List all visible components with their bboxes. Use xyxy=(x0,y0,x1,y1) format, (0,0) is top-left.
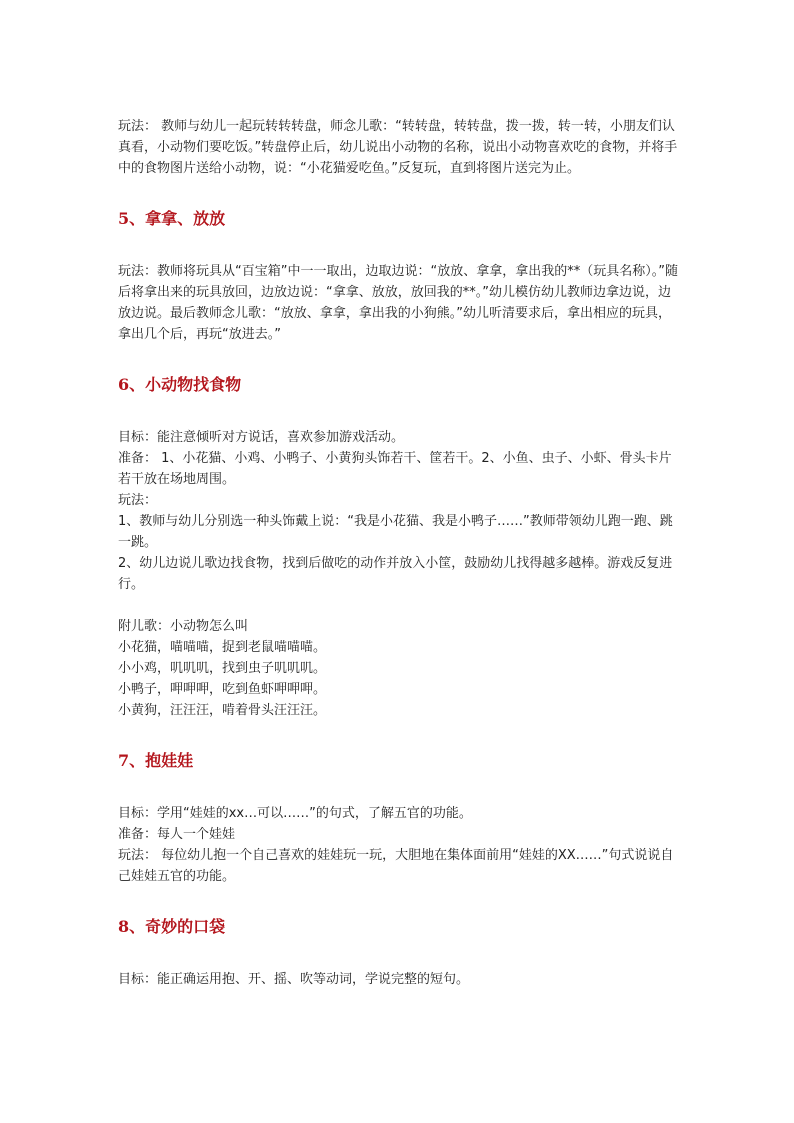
section6-heading: 6、小动物找食物 xyxy=(118,375,242,394)
section7-goal: 目标：学用“娃娃的xx…可以……”的句式，了解五官的功能。 xyxy=(118,806,472,821)
document-page xyxy=(118,116,678,990)
section6-step1: 1、教师与幼儿分别选一种头饰戴上说：“我是小花猫、我是小鸭子……”教师带领幼儿跑一跑、跳一跳。 xyxy=(118,514,673,550)
section7-prep: 准备：每人一个娃娃 xyxy=(118,827,236,842)
song-line: 小黄狗，汪汪汪，啃着骨头汪汪汪。 xyxy=(118,703,327,718)
section6-play-label: 玩法： xyxy=(118,493,158,508)
section7-heading: 7、抱娃娃 xyxy=(118,751,194,770)
song-line: 小鸭子，呷呷呷，吃到鱼虾呷呷呷。 xyxy=(118,682,327,697)
section8-goal: 目标：能正确运用抱、开、摇、吹等动词，学说完整的短句。 xyxy=(118,972,470,987)
section7-play-text: 玩法： 每位幼儿抱一个自己喜欢的娃娃玩一玩，大胆地在集体面前用“娃娃的XX……”句式说说自己娃娃五官的功能。 xyxy=(118,848,674,884)
section6-step2: 2、幼儿边说儿歌边找食物，找到后做吃的动作并放入小筐，鼓励幼儿找得越多越棒。游戏反复进行。 xyxy=(118,556,673,592)
section4-play-text: 玩法： 教师与幼儿一起玩转转转盘，师念儿歌：“转转盘，转转盘，拨一拨，转一转，小朋友们认真看，小动物们要吃饭。”转盘停止后，幼儿说出小动物的名称，说出小动物喜欢吃的食物，并将手中的食物图片送给小动物，说：“小花猫爱吃鱼。”反复玩，直到将图片送完为止。 xyxy=(118,119,678,176)
song-line: 小小鸡，叽叽叽，找到虫子叽叽叽。 xyxy=(118,661,327,676)
section5-heading: 5、拿拿、放放 xyxy=(118,209,226,228)
section5-play-text: 玩法：教师将玩具从“百宝箱”中一一取出，边取边说：“放放、拿拿，拿出我的**（玩具名称）。”随后将拿出来的玩具放回，边放边说：“拿拿、放放，放回我的**。”幼儿模仿幼儿教师边拿边说，边放边说。最后教师念儿歌：“放放、拿拿，拿出我的小狗熊。”幼儿听清要求后，拿出相应的玩具，拿出几个后，再玩“放进去。” xyxy=(118,264,678,342)
song-title: 附儿歌：小动物怎么叫 xyxy=(118,619,249,634)
section6-goal: 目标：能注意倾听对方说话，喜欢参加游戏活动。 xyxy=(118,430,405,445)
section6-prep: 准备： 1、小花猫、小鸡、小鸭子、小黄狗头饰若干、筐若干。2、小鱼、虫子、小虾、骨头卡片若干放在场地周围。 xyxy=(118,451,672,487)
song-line: 小花猫，喵喵喵，捉到老鼠喵喵喵。 xyxy=(118,640,327,655)
section8-heading: 8、奇妙的口袋 xyxy=(118,917,226,936)
